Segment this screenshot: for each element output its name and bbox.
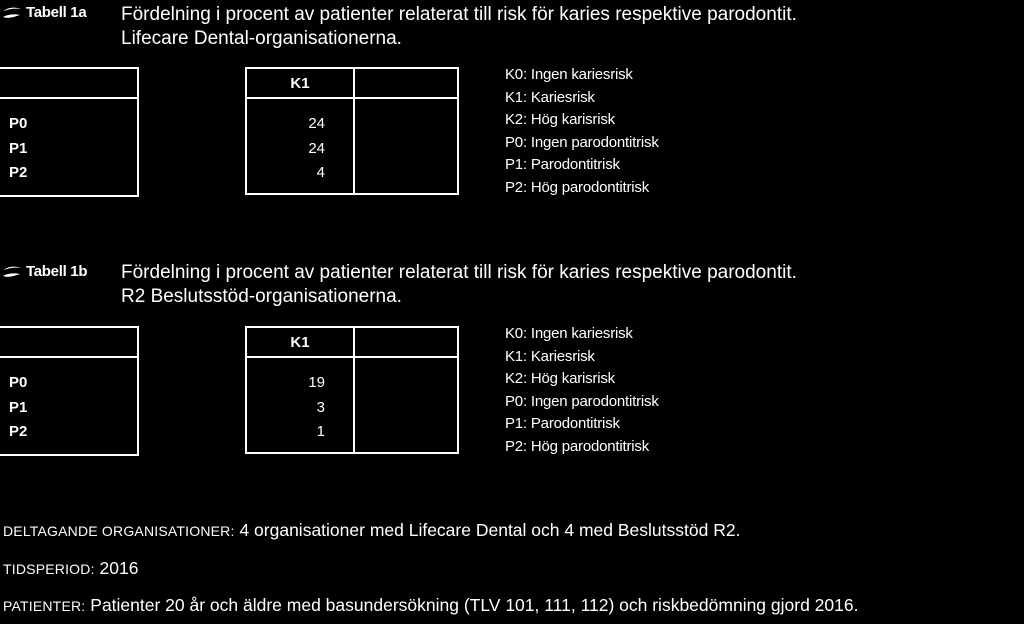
legend-item: P0: Ingen parodontitrisk <box>505 133 659 151</box>
legend-item: K1: Kariesrisk <box>505 347 595 365</box>
table-1a-legend <box>505 64 659 199</box>
legend-item: K2: Hög karisrisk <box>505 370 615 387</box>
table-1a-column-header: K1 <box>247 69 353 99</box>
footer-patients-text: Patienter 20 år och äldre med basundersökning (TLV 101, 111, 112) och riskbedömning gjord 2016. <box>90 595 859 615</box>
legend-item: P1: Parodontitrisk <box>505 415 620 432</box>
footer-period-label: TIDSPERIOD: <box>3 561 95 577</box>
table-1a-right-block <box>353 67 459 195</box>
table-1b-caption <box>121 261 797 309</box>
table-1b-k1-column <box>245 326 355 454</box>
table-1a-tag <box>2 4 86 21</box>
swoosh-icon <box>2 6 22 20</box>
table-1a-row-labels <box>0 67 139 197</box>
legend-item: K2: Hög karisrisk <box>505 111 615 128</box>
table-1b-caption-line1: Fördelning i procent av patienter relaterat till risk för karies respektive parodontit. <box>121 262 797 283</box>
table-1b-legend <box>505 323 659 458</box>
footer-period <box>3 558 138 579</box>
table-1a-row-label: P1 <box>9 139 28 157</box>
table-1b-row-label: P2 <box>9 423 28 440</box>
table-1a-caption-line1: Fördelning i procent av patienter relaterat till risk för karies respektive parodontit. <box>121 4 797 25</box>
footer-patients <box>3 595 858 616</box>
table-1b-cell: 1 <box>316 423 325 440</box>
table-1a-caption-line2: Lifecare Dental-organisationerna. <box>121 28 402 49</box>
footer-period-text: 2016 <box>99 558 139 578</box>
legend-item: P0: Ingen parodontitrisk <box>505 392 659 410</box>
table-1b-cell: 19 <box>308 374 325 391</box>
table-1a-cell: 24 <box>308 139 325 157</box>
swoosh-icon <box>2 265 22 279</box>
table-1a-row-label: P0 <box>9 115 28 132</box>
table-1b-cell: 3 <box>316 398 325 416</box>
table-1a-cell: 4 <box>316 164 325 181</box>
table-1b-row-label: P0 <box>9 374 28 391</box>
table-1a-tag-label: Tabell 1a <box>26 4 87 21</box>
legend-item: P1: Parodontitrisk <box>505 156 620 173</box>
footer-organisations-label: DELTAGANDE ORGANISATIONER: <box>3 523 235 539</box>
legend-item: K0: Ingen kariesrisk <box>505 325 633 342</box>
table-1a-row-label: P2 <box>9 164 28 181</box>
table-1b-column-header: K1 <box>247 328 353 358</box>
footer-organisations-text: 4 organisationer med Lifecare Dental och 4 med Beslutsstöd R2. <box>239 520 741 540</box>
footer-patients-label: PATIENTER: <box>3 598 86 614</box>
table-1b-tag-label: Tabell 1b <box>26 263 88 280</box>
table-1b-right-block <box>353 326 459 454</box>
footer-organisations <box>3 520 740 541</box>
legend-item: P2: Hög parodontitrisk <box>505 437 650 455</box>
legend-item: K1: Kariesrisk <box>505 88 595 106</box>
table-1a-caption <box>121 3 797 51</box>
table-1b-row-label: P1 <box>9 398 28 416</box>
table-1b-caption-line2: R2 Beslutsstöd-organisationerna. <box>121 286 402 307</box>
table-1a-cell: 24 <box>308 115 325 132</box>
table-1b-tag <box>2 263 87 280</box>
table-1b-row-labels <box>0 326 139 456</box>
legend-item: K0: Ingen kariesrisk <box>505 66 633 83</box>
table-1a-k1-column <box>245 67 355 195</box>
legend-item: P2: Hög parodontitrisk <box>505 178 650 196</box>
